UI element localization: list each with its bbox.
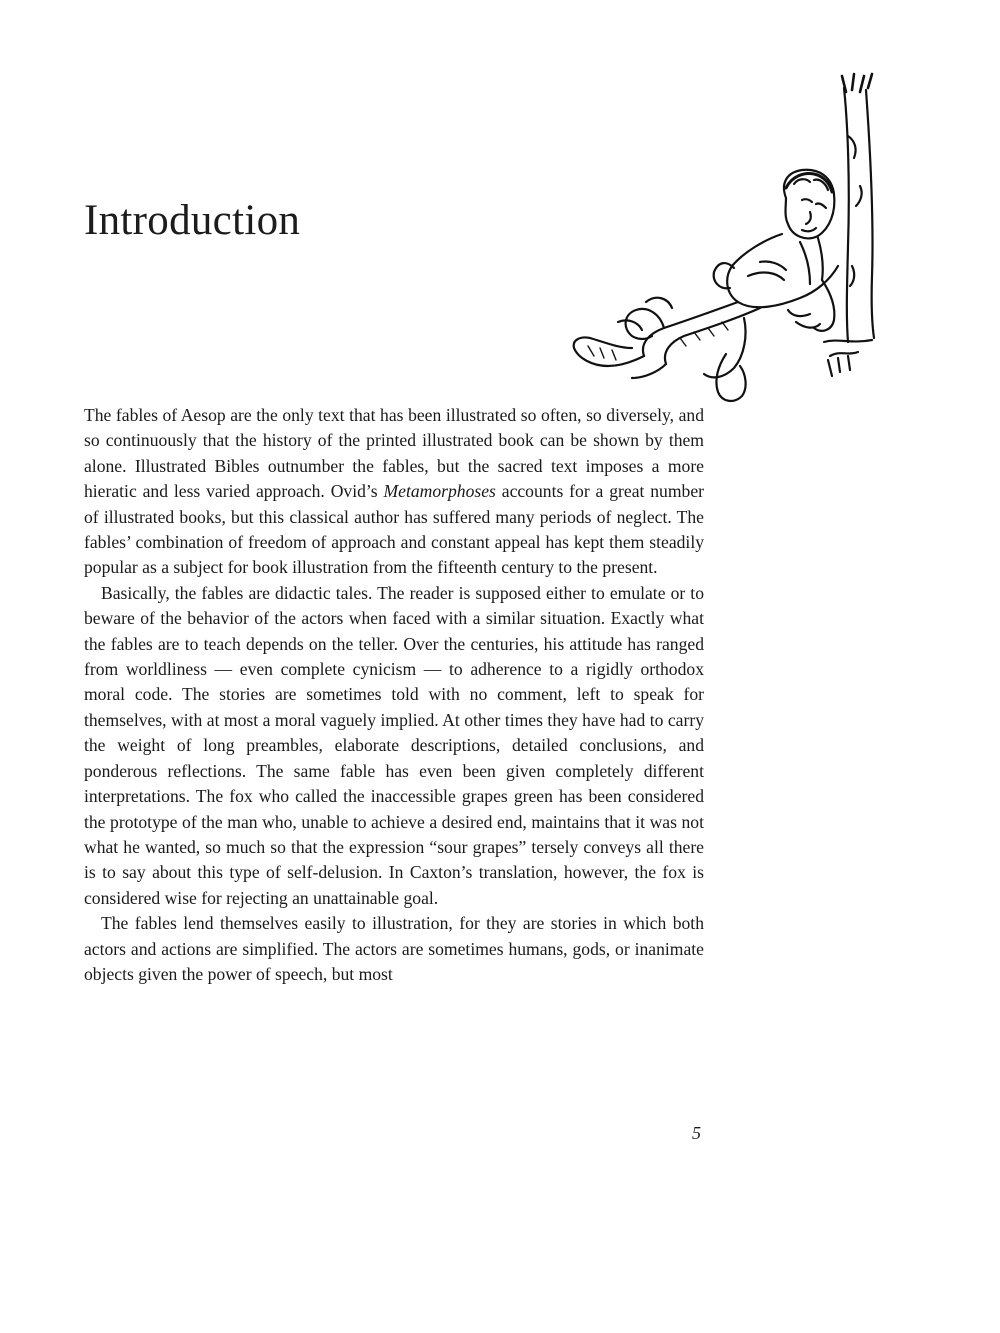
sleeping-man-illustration (548, 66, 884, 416)
paragraph: The fables of Aesop are the only text that has been illustrated so often, so diversely, and so continuously that the history of the printed illustrated book can be shown by them alone. Illustrated Bibles outnumber the fables, but the sacred text imposes a more hieratic and less varied approach. Ovid’s Metamorphoses accounts for a great number of illustrated books, but this classical author has suffered many periods of neglect. The fables’ combination of freedom of approach and constant appeal has kept them steadily popular as a subject for book illustration from the fifteenth century to the present. (84, 405, 704, 578)
body-text (84, 403, 704, 987)
leg-upper (643, 302, 738, 356)
torso (727, 234, 838, 307)
tree-trunk-back (866, 90, 874, 338)
paragraph: The fables lend themselves easily to illustration, for they are stories in which both actors and actions are simplified. The actors are sometimes humans, gods, or inanimate objects given the power of speech, but most (84, 913, 704, 984)
chapter-title: Introduction (84, 197, 301, 244)
tree-trunk (844, 88, 849, 342)
leg-lower (574, 337, 644, 366)
paragraph: Basically, the fables are didactic tales. The reader is supposed either to emulate or to beware of the behavior of the actors when faced with a similar situation. Exactly what the fables are to teach depends on the teller. Over the centuries, his attitude has ranged from worldliness — even complete cynicism — to adherence to a rigidly orthodox moral code. The stories are sometimes told with no comment, left to speak for themselves, with at most a moral vaguely implied. At other times they have had to carry the weight of long preambles, elaborate descriptions, detailed conclusions, and ponderous reflections. The same fable has even been given completely different interpretations. The fox who called the inaccessible grapes green has been considered the prototype of the man who, unable to achieve a desired end, maintains that it was not what he wanted, so much so that the expression “sour grapes” tersely conveys all there is to say about this type of self-delusion. In Caxton’s translation, however, the fox is considered wise for rejecting an unattainable goal. (84, 582, 704, 908)
page-number: 5 (692, 1123, 701, 1143)
